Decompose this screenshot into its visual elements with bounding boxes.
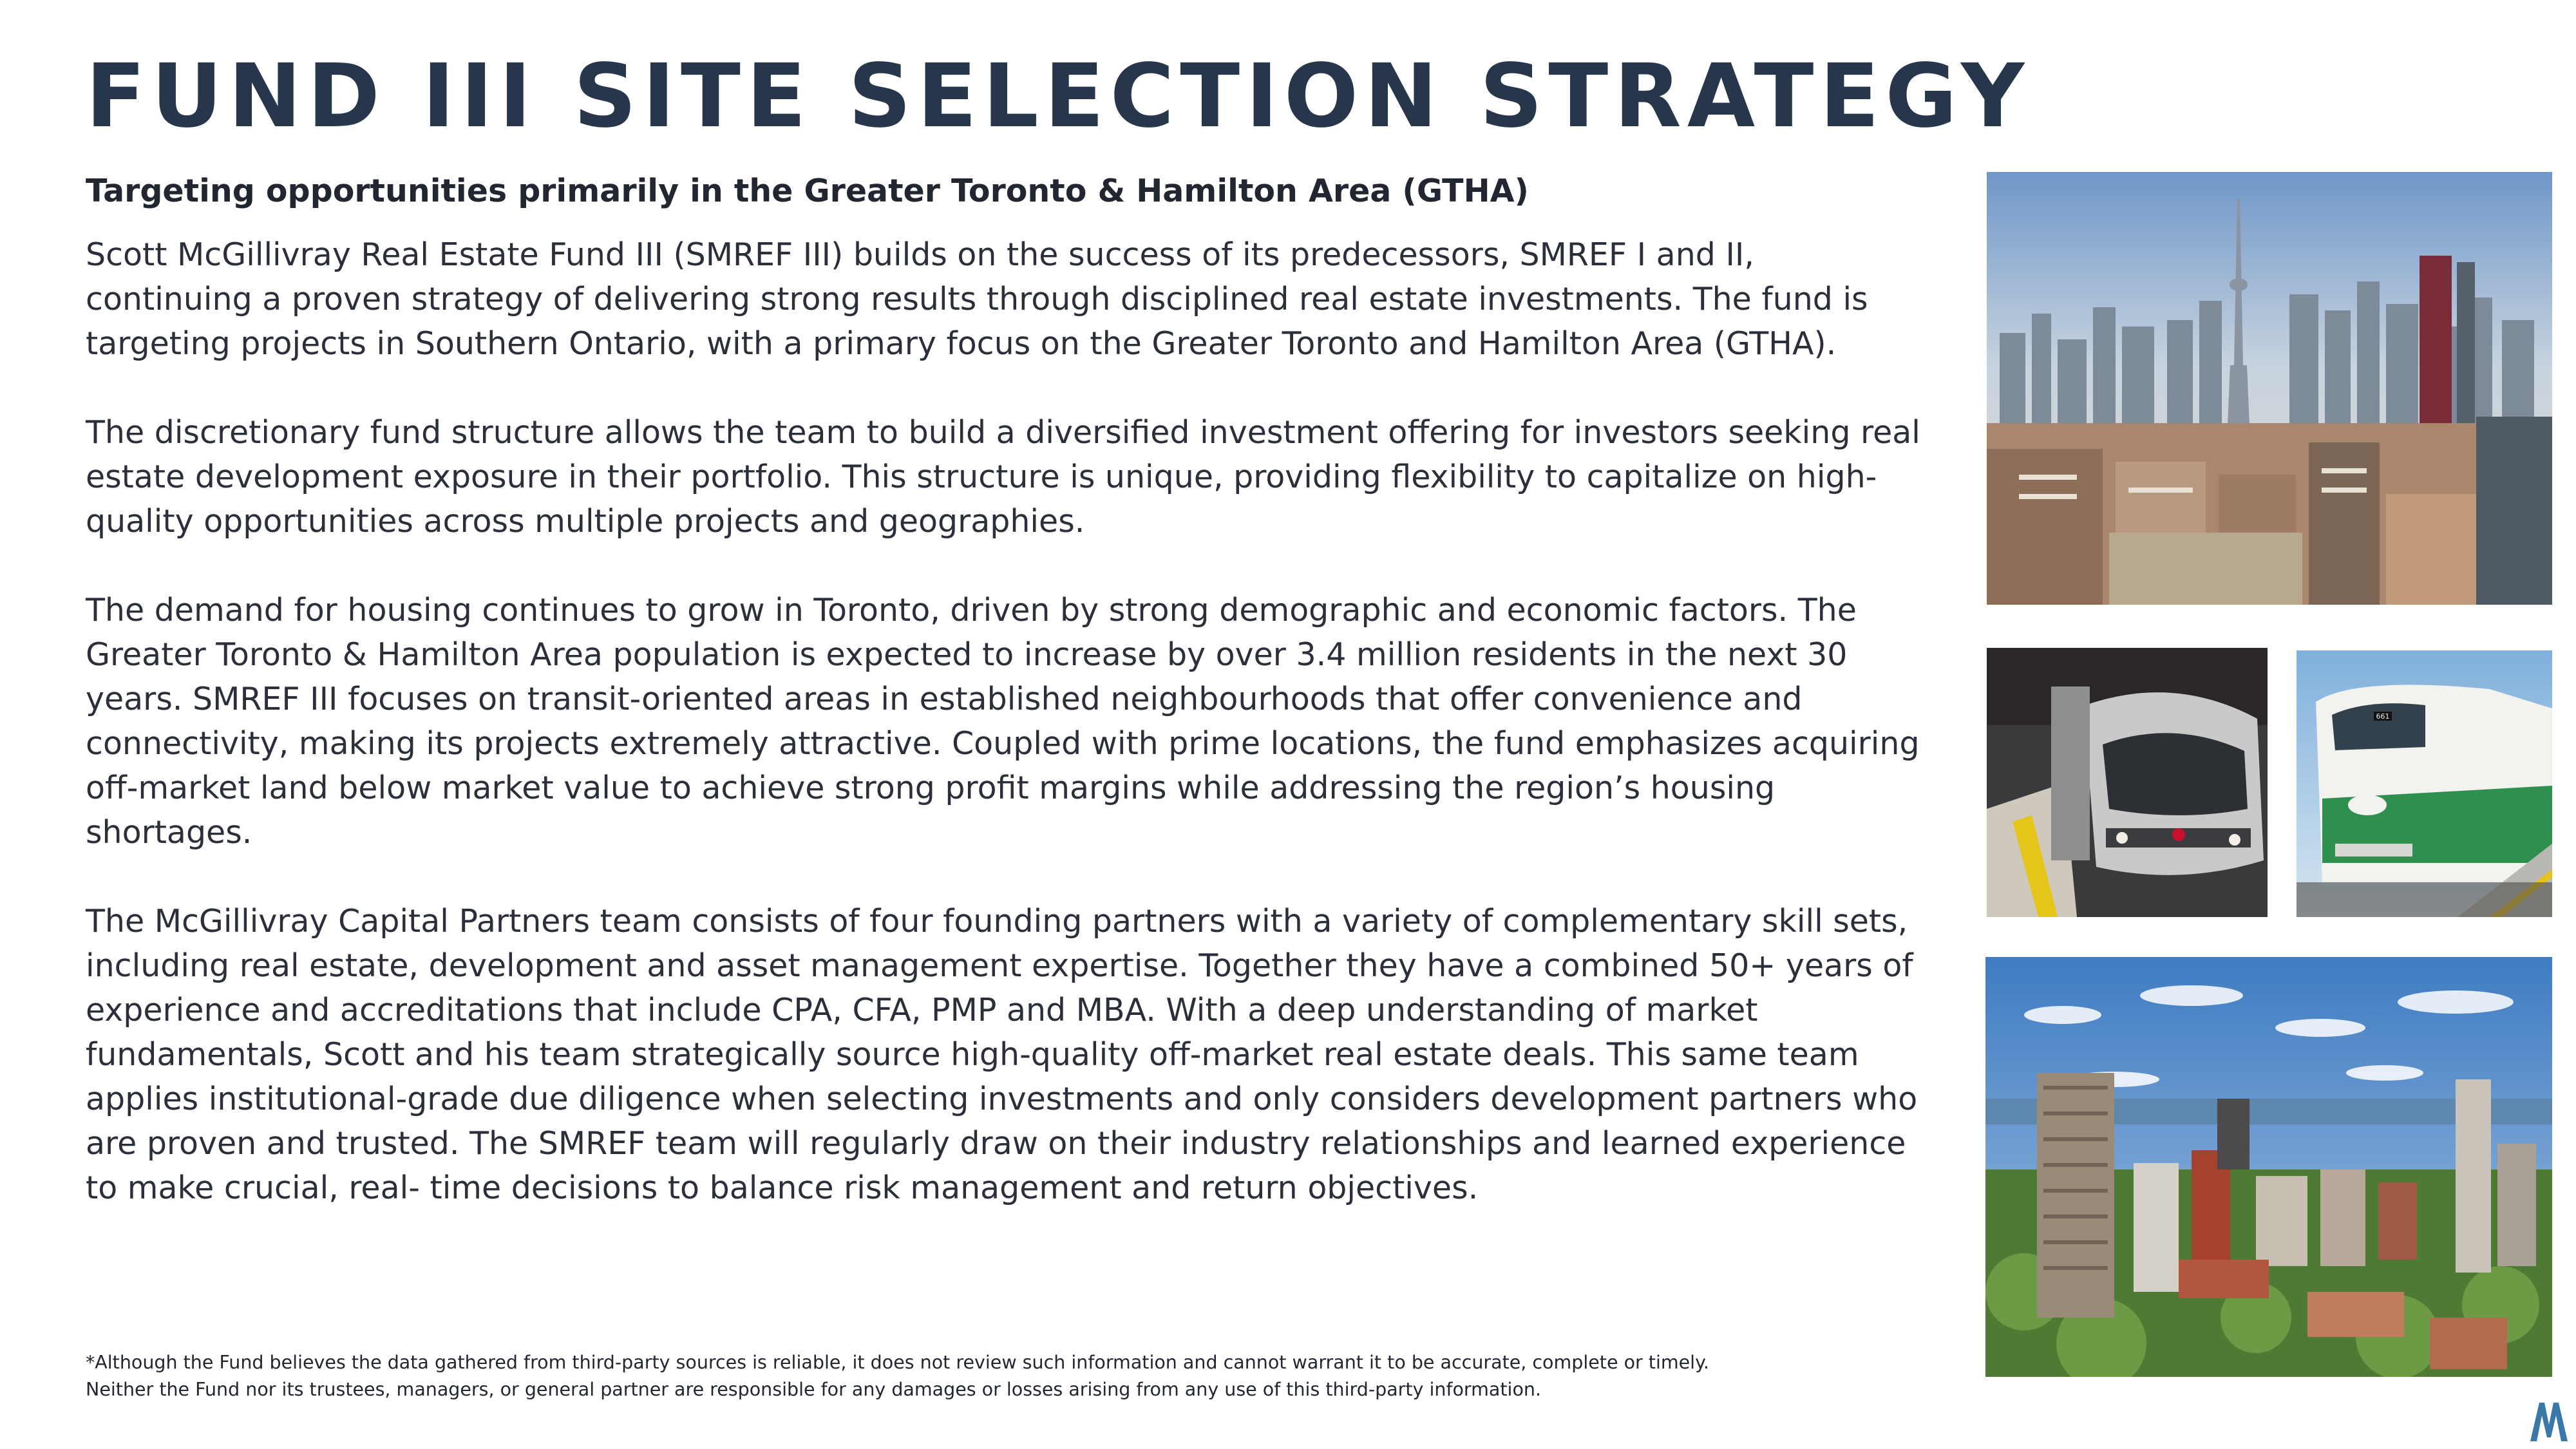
- main-text-column: [86, 164, 1927, 1255]
- disclaimer-footnote: [86, 1349, 1953, 1403]
- page-subtitle: Targeting opportunities primarily in the Greater Toronto & Hamilton Area (GTHA): [86, 173, 1529, 209]
- subway-train-photo: [1987, 648, 2268, 917]
- paragraph-team: The McGillivray Capital Partners team consists of four founding partners with a variety of complementary skill sets, including real estate, development and asset management expertise. Together they have a combined 50+ years of experience and accreditations that include CPA, CFA, PMP and MBA. With a deep understanding of market fundamentals, Scott and his team strategically source high-quality off-market real estate deals. This same team applies institutional-grade due diligence when selecting investments and only considers development partners who are proven and trusted. The SMREF team will regularly draw on their industry relationships and learned experience to make crucial, real- time decisions to balance risk management and return objectives.: [86, 903, 1918, 1206]
- go-train-photo: [2297, 650, 2552, 917]
- hamilton-cityscape-photo: [1985, 957, 2552, 1377]
- paragraph-fund-overview: Scott McGillivray Real Estate Fund III (SMREF III) builds on the success of its predecessors, SMREF I and II, continuing a proven strategy of delivering strong results through disciplined real estate investments. The fund is targeting projects in Southern Ontario, with a primary focus on the Greater Toronto and Hamilton Area (GTHA).: [86, 236, 1868, 362]
- footnote-line-2: Neither the Fund nor its trustees, managers, or general partner are responsible for any damages or losses arising from any use of this third-party information.: [86, 1379, 1542, 1400]
- footnote-line-1: *Although the Fund believes the data gathered from third-party sources is reliable, it does not review such information and cannot warrant it to be accurate, complete or timely.: [86, 1352, 1709, 1373]
- toronto-skyline-photo: [1987, 172, 2552, 605]
- paragraph-fund-structure: The discretionary fund structure allows the team to build a diversified investment offering for investors seeking real estate development exposure in their portfolio. This structure is unique, providing flexibility to capitalize on high-quality opportunities across multiple projects and geographies.: [86, 414, 1920, 540]
- paragraph-housing-demand: The demand for housing continues to grow in Toronto, driven by strong demographic and economic factors. The Greater Toronto & Hamilton Area population is expected to increase by over 3.4 million residents in the next 30 years. SMREF III focuses on transit-oriented areas in established neighbourhoods that offer convenience and connectivity, making its projects extremely attractive. Coupled with prime locations, the fund emphasizes acquiring off-market land below market value to achieve strong profit margins while addressing the region’s housing shortages.: [86, 592, 1920, 851]
- page-title: FUND III SITE SELECTION STRATEGY: [86, 46, 2031, 147]
- mcgillivray-logo: [2528, 1399, 2570, 1443]
- svg-text:661: 661: [2376, 712, 2390, 721]
